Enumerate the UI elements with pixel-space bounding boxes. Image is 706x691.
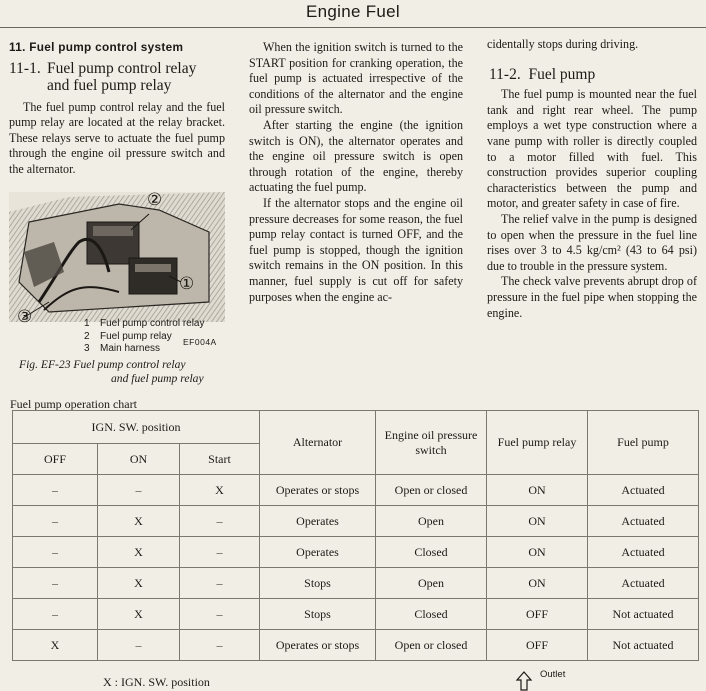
callout-3: ③	[17, 307, 33, 326]
header-alternator: Alternator	[260, 411, 376, 475]
callout-2: ②	[147, 190, 163, 209]
column-1	[9, 40, 225, 178]
subsection-number: 11-1.	[9, 59, 41, 77]
column-2	[249, 40, 463, 305]
page-title: Engine Fuel	[305, 2, 401, 21]
table-row: – X – Operates Closed ON Actuated	[13, 537, 699, 568]
header-on: ON	[98, 444, 180, 475]
paragraph-relief-valve: The relief valve in the pump is designed to open when the pressure in the fuel line rises over 3 to 4.5 kg/cm² (43 to 64 psi) due to trouble in the pressure system.	[487, 211, 697, 273]
table-row: – X – Operates Open ON Actuated	[13, 506, 699, 537]
section-heading: 11. Fuel pump control system	[9, 40, 184, 54]
paragraph-relay-location: The fuel pump control relay and the fuel pump relay are located at the relay bracket. These relays serve to actuate the fuel pump through the engine oil pressure switch and the alternator.	[9, 99, 225, 176]
chart-title: Fuel pump operation chart	[10, 397, 137, 411]
table-row: – – X Operates or stops Open or closed ON Actuated	[13, 475, 699, 506]
legend-item: 2 Fuel pump relay	[84, 330, 172, 342]
header-fuel-pump: Fuel pump	[588, 411, 699, 475]
paragraph-after-starting: After starting the engine (the ignition switch is ON), the alternator operates and the engine oil pressure switch is open through rotation of the engine, thereby actuating the fuel pump.	[249, 117, 463, 195]
relay-illustration	[9, 192, 225, 322]
subsection-11-2-title: 11-2. Fuel pump	[489, 65, 596, 83]
column-3	[487, 37, 697, 321]
legend-item: 1 Fuel pump control relay	[84, 318, 205, 329]
outlet-label: Outlet	[540, 669, 566, 680]
subsection-title-line1: Fuel pump control relay	[47, 59, 197, 77]
paragraph-alternator-stops: If the alternator stops and the engine oil pressure decreases for some reason, the fuel pump relay contact is turned OFF, and the fuel pump is stopped, though the ignition switch remains in the ON position. In this manner, fuel supply is cut off for safety purposes when the engine ac-	[249, 195, 463, 304]
subsection-title-line2: and fuel pump relay	[47, 76, 172, 94]
header-ign-sw-position: IGN. SW. position	[13, 411, 260, 444]
table-row: – X – Stops Closed OFF Not actuated	[13, 599, 699, 630]
figure-caption: Fig. EF-23 Fuel pump control relay and fuel pump relay	[19, 358, 204, 385]
header-off: OFF	[13, 444, 98, 475]
table-row: – X – Stops Open ON Actuated	[13, 568, 699, 599]
paragraph-check-valve: The check valve prevents abrupt drop of pressure in the fuel pipe when stopping the engine.	[487, 274, 697, 320]
subsection-11-1-title	[9, 60, 225, 94]
paragraph-start-position: When the ignition switch is turned to the START position for cranking operation, the fuel pump is actuated irrespective of the conditions of the alternator and the engine oil pressure switch.	[249, 40, 463, 117]
callout-1: ①	[179, 274, 195, 293]
header-start: Start	[180, 444, 260, 475]
outlet-arrow-icon	[512, 671, 536, 691]
paragraph-continuation: cidentally stops during driving.	[487, 37, 639, 51]
table-row: X – – Operates or stops Open or closed OFF Not actuated	[13, 630, 699, 661]
title-rule	[0, 27, 706, 28]
paragraph-pump-description: The fuel pump is mounted near the fuel tank and right rear wheel. The pump employs a wet type construction where a vane pump with roller is directly coupled to a motor filled with fuel. This construction provides superior coupling characteristics between the pump and motor, and greater safety in case of fire.	[487, 87, 697, 211]
figure-code: EF004A	[183, 337, 217, 347]
legend-item: 3 Main harness	[84, 343, 161, 355]
operation-chart-table	[12, 410, 699, 661]
header-oil-pressure-switch: Engine oil pressure switch	[376, 411, 487, 475]
header-fuel-pump-relay: Fuel pump relay	[487, 411, 588, 475]
chart-legend: X : IGN. SW. position	[103, 675, 210, 689]
